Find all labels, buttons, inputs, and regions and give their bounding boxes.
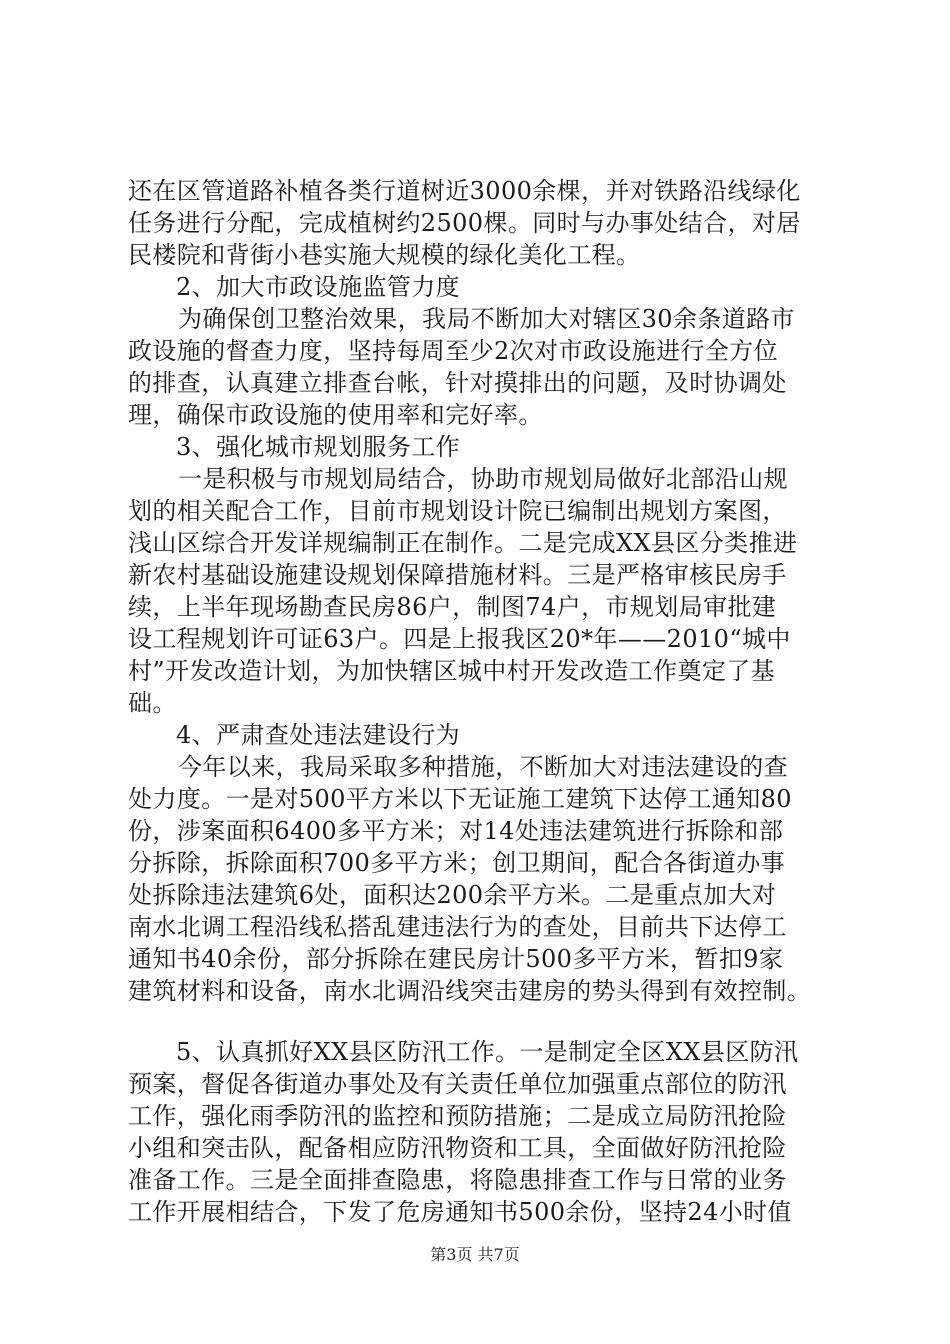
section-heading: 3、强化城市规划服务工作 [176, 433, 461, 461]
text-line: 划的相关配合工作，目前市规划设计院已编制出规划方案图， [128, 497, 787, 525]
page-number: 第3页 共7页 [430, 1245, 520, 1264]
text-line: 今年以来，我局采取多种措施，不断加大对违法建设的查 [178, 753, 788, 781]
text-line: 分拆除，拆除面积700多平方米；创卫期间，配合各街道办事 [128, 849, 786, 877]
text-line: 份，涉案面积6400多平方米；对14处违法建筑进行拆除和部 [128, 817, 784, 845]
text-line: 还在区管道路补植各类行道树近3000余棵，并对铁路沿线绿化 [128, 177, 801, 205]
text-line: 工作开展相结合，下发了危房通知书500余份，坚持24小时值 [128, 1198, 792, 1226]
text-line: 设工程规划许可证63户。四是上报我区20*年——2010“城中 [128, 625, 791, 653]
text-line: 新农村基础设施建设规划保障措施材料。三是严格审核民房手 [128, 561, 787, 589]
text-line: 任务进行分配，完成植树约2500棵。同时与办事处结合，对居 [128, 209, 801, 237]
text-line: 小组和突击队，配备相应防汛物资和工具，全面做好防汛抢险 [128, 1134, 787, 1162]
text-line: 建筑材料和设备，南水北调沿线突击建房的势头得到有效控制。 [128, 977, 812, 1005]
section-heading: 2、加大市政设施监管力度 [176, 273, 461, 301]
text-line: 续，上半年现场勘查民房86户，制图74户，市规划局审批建 [128, 593, 777, 621]
text-line: 通知书40余份，部分拆除在建民房计500多平方米，暂扣9家 [128, 945, 784, 973]
text-line: 政设施的督查力度，坚持每周至少2次对市政设施进行全方位 [128, 337, 779, 365]
text-line: 民楼院和背街小巷实施大规模的绿化美化工程。 [128, 241, 641, 269]
text-line: 预案，督促各街道办事处及有关责任单位加强重点部位的防汛 [128, 1070, 787, 1098]
text-line: 处力度。一是对500平方米以下无证施工建筑下达停工通知80 [128, 785, 792, 813]
text-line: 工作，强化雨季防汛的监控和预防措施；二是成立局防汛抢险 [128, 1102, 787, 1130]
text-line: 处拆除违法建筑6处，面积达200余平方米。二是重点加大对 [128, 881, 777, 909]
text-line: 村”开发改造计划，为加快辖区城中村开发改造工作奠定了基 [128, 657, 776, 685]
text-line: 的排查，认真建立排查台帐，针对摸排出的问题，及时协调处 [128, 369, 787, 397]
text-line: 浅山区综合开发详规编制正在制作。二是完成XX县区分类推进 [128, 529, 798, 557]
section-heading: 5、认真抓好XX县区防汛工作。一是制定全区XX县区防汛 [176, 1038, 799, 1066]
text-line: 为确保创卫整治效果，我局不断加大对辖区30余条道路市 [178, 305, 795, 333]
text-line: 准备工作。三是全面排查隐患，将隐患排查工作与日常的业务 [128, 1166, 787, 1194]
text-line: 南水北调工程沿线私搭乱建违法行为的查处，目前共下达停工 [128, 913, 787, 941]
section-heading: 4、严肃查处违法建设行为 [176, 721, 461, 749]
text-line: 理，确保市政设施的使用率和完好率。 [128, 401, 543, 429]
text-line: 一是积极与市规划局结合，协助市规划局做好北部沿山规 [178, 465, 788, 493]
text-line: 础。 [128, 689, 177, 717]
